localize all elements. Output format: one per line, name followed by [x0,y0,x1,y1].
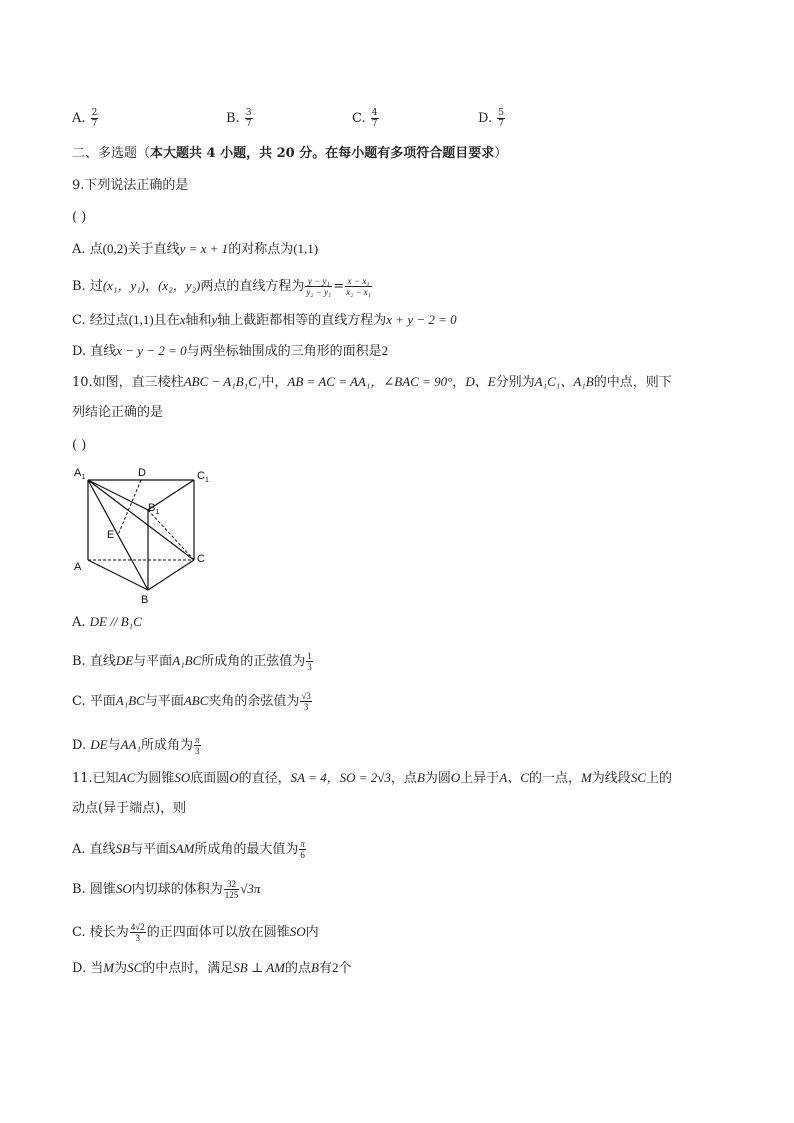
q8-option-c: C. $\frac{4}{7}$ [352,108,378,129]
label-e: E [107,529,115,541]
q9-option-d: D. 直线x − y − 2 = 0与两坐标轴围成的三角形的面积是2 [72,343,389,359]
q11-stem-line1: 11.已知AC为圆锥SO底面圆O的直径，SA = 4，SO = 2√3，点B为圆O上异于A、C的一点，M为线段SC上的 [72,770,672,786]
q8-option-b: B. $\frac{3}{7}$ [226,108,252,129]
label-b: B [141,594,149,604]
q10-stem-line2: 列结论正确的是 [72,405,164,420]
q10-answer-paren: ( ) [72,438,87,453]
label-d: D [138,467,146,479]
q11-option-b: B. 圆锥SO内切球的体积为 $\frac{32}{125}$ √3π [72,879,261,900]
q9-option-b: B. 过(x₁，y₁)，(x₂，y₂)两点的直线方程为 $\frac{\text{y − y₁}}{\text{y₂ − y₁}}$ = $\frac{\text{x − x₁}}{\text{x₂ − x₁}}$ [72,276,371,297]
q11-option-a: A. 直线SB与平面SAM所成角的最大值为 $\frac{\pi}{6}$ [72,839,305,860]
q9-option-a: A. 点(0,2)关于直线y = x + 1的对称点为(1,1) [72,241,319,257]
prism-figure [72,462,222,604]
label-a: A [74,561,82,573]
q9-answer-paren: ( ) [72,210,87,225]
label-a1: $A_1$ [74,467,86,481]
label-b1: $B_1$ [148,502,160,516]
q10-stem-line1: 10.如图，直三棱柱ABC − A₁B₁C₁中，AB = AC = AA₁，∠BAC = 90°，D、E分别为A₁C₁、A₁B的中点，则下 [72,374,672,390]
edge-a-b [88,560,148,590]
q9-stem: 9.下列说法正确的是 [72,178,189,193]
label-c1: $C_1$ [197,470,209,484]
q10-option-b: B. 直线DE与平面A₁BC所成角的正弦值为 $\frac{1}{3}$ [72,651,312,672]
segment-a1-c [88,480,194,560]
q11-option-c: C. 棱长为 $\frac{4√2}{3}$ 的正四面体可以放在圆锥SO内 [72,922,319,943]
q10-option-c: C. 平面A₁BC与平面ABC夹角的余弦值为 $\frac{√3}{3}$ [72,691,311,712]
q10-option-d: D. DE与AA₁所成角为 $\frac{\pi}{3}$ [72,735,200,756]
edge-a1-b1 [88,480,148,510]
q11-stem-line2: 动点(异于端点)，则 [72,801,187,816]
q9-option-c: C. 经过点(1,1)且在x轴和y轴上截距都相等的直线方程为x + y − 2 = 0 [72,312,457,328]
q11-option-d: D. 当M为SC的中点时，满足SB ⊥ AM的点B有2个 [72,960,352,976]
q10-option-a: A. DE // B₁C [72,614,142,630]
segment-d-e [118,480,141,535]
q8-option-d: D. $\frac{5}{7}$ [478,108,504,129]
section-2-heading: 二、多选题（本大题共 4 小题，共 20 分。在每小题有多项符合题目要求） [72,146,508,161]
label-c: C [197,553,205,565]
q8-option-a: A. $\frac{2}{7}$ [72,108,98,129]
segment-b1-c [148,510,194,560]
edge-b-c [148,560,194,590]
